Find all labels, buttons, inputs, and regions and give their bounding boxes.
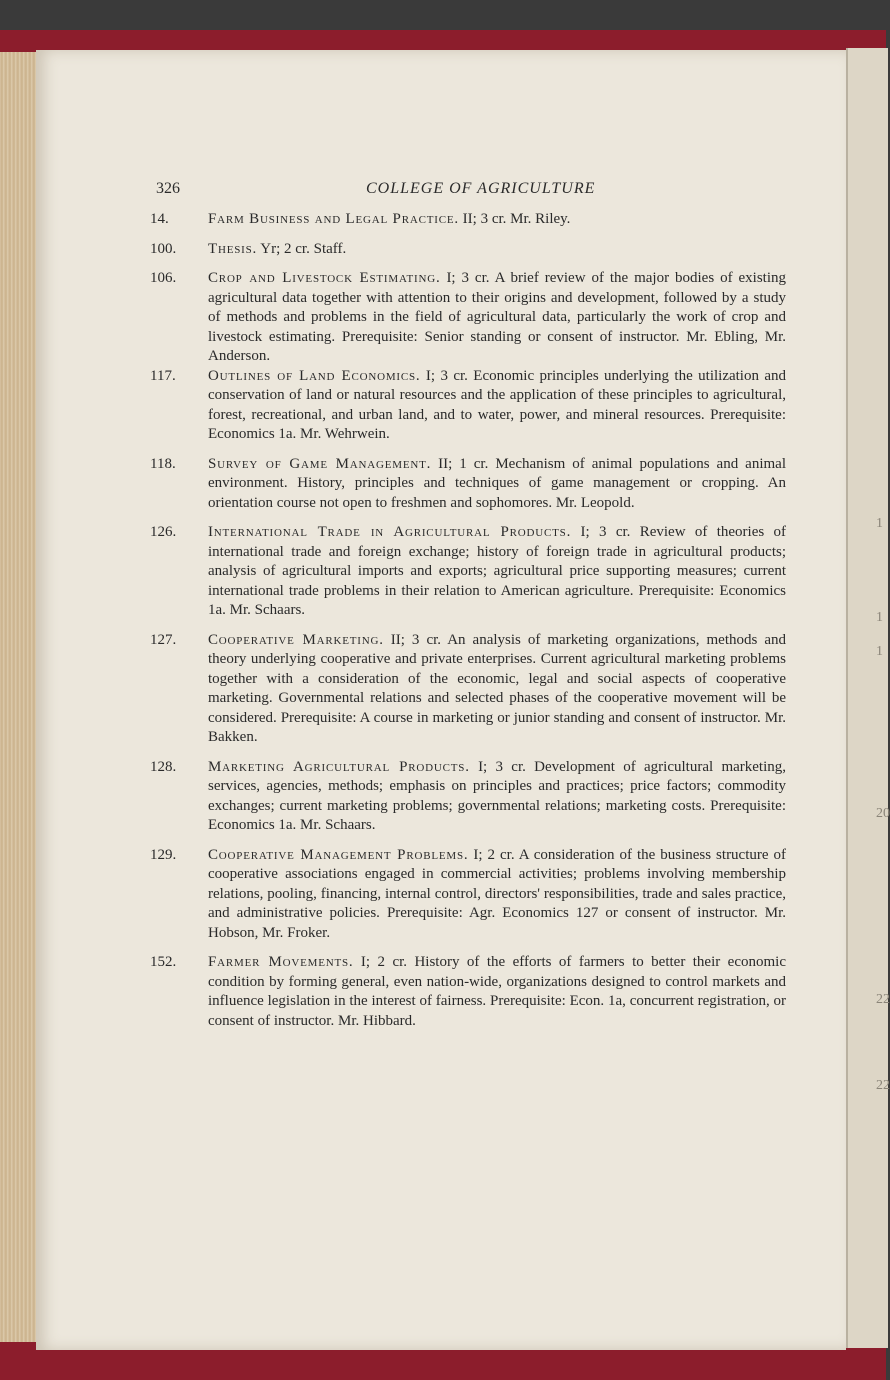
- course-number: 14.: [150, 211, 169, 227]
- course-description: I; 3 cr. Review of theories of international trade and foreign exchange; history of foreign trade in agricultural products; analysis of agricultural imports and exports; agricultural price supporting measures; current international trade problems in their relation to American agriculture. Prerequisite: Economics 1a. Mr. Schaars.: [208, 524, 787, 618]
- margin-mark: 1: [876, 516, 883, 531]
- facing-page-edge: [846, 48, 888, 1348]
- page-header: [156, 180, 636, 204]
- course-entry: [146, 631, 786, 748]
- course-title: Crop and Livestock Estimating.: [208, 270, 441, 286]
- course-number: 117.: [150, 367, 176, 384]
- margin-mark: 1: [876, 610, 883, 625]
- course-entry: [146, 846, 786, 944]
- course-description: I; 3 cr. A brief review of the major bodies of existing agricultural data together with attention to their origins and development, followed by a study of methods and problems in the field of agricultural data, particularly the work of crop and livestock estimating. Prerequisite: Senior standing or consent of instructor. Mr. Ebling, Mr. Anderson.: [208, 270, 786, 364]
- course-entry: [146, 210, 786, 230]
- running-title: COLLEGE OF AGRICULTURE: [366, 180, 596, 197]
- course-title: Outlines of Land Economics.: [208, 367, 421, 384]
- page-edge: [0, 52, 36, 1342]
- course-description: I; 2 cr. A consideration of the business structure of cooperative associations engaged in commercial activities; problems involving membership relations, pooling, financing, internal control, directors' responsibilities, trade and sales practice, and administrative policies. Prerequisite: Agr. Economics 127 or consent of instructor. Mr. Hobson, Mr. Froker.: [208, 846, 787, 941]
- book-page: [36, 50, 846, 1350]
- course-title: Farmer Movements.: [208, 954, 354, 970]
- course-number: 118.: [150, 455, 176, 472]
- margin-mark: 1: [876, 644, 883, 659]
- course-number: 152.: [150, 954, 177, 970]
- course-number: 100.: [150, 240, 177, 257]
- course-entry: [146, 758, 786, 836]
- course-entry: [146, 455, 786, 514]
- course-title: International Trade in Agricultural Products.: [208, 524, 572, 540]
- course-list: [146, 210, 786, 1031]
- course-entry: [146, 240, 786, 260]
- course-description: II; 1 cr. Mechanism of animal populations and animal environment. History, principles and techniques of game management or cropping. An orientation course not open to freshmen and sophomores. Mr. Leopold.: [208, 455, 786, 511]
- margin-mark: 22: [876, 992, 890, 1007]
- course-number: 128.: [150, 758, 177, 775]
- course-description: I; 3 cr. Economic principles underlying the utilization and conservation of land or natural resources and the application of these principles to agricultural, forest, recreational, and urban land, and to water, power, and mineral resources. Prerequisite: Economics 1a. Mr. Wehrwein.: [208, 367, 787, 442]
- course-entry: [146, 953, 786, 1031]
- course-description: II; 3 cr. Mr. Riley.: [462, 211, 571, 227]
- course-number: 129.: [150, 846, 177, 863]
- course-title: Marketing Agricultural Products.: [208, 758, 470, 775]
- margin-mark: 20: [876, 806, 890, 821]
- course-title: Survey of Game Management.: [208, 455, 432, 472]
- page-number: 326: [156, 180, 180, 197]
- course-description: I; 2 cr. History of the efforts of farmers to better their economic condition by forming general, even nation-wide, organizations designed to control markets and influence legislation in the interest of fairness. Prerequisite: Econ. 1a, concurrent registration, or consent of instructor. Mr. Hibbard.: [208, 954, 786, 1029]
- course-entry: [146, 523, 786, 621]
- course-title: Thesis.: [208, 240, 258, 257]
- course-description: II; 3 cr. An analysis of marketing organizations, methods and theory underlying cooperative and private enterprises. Current agricultural marketing problems together with a consideration of the economic, legal and social aspects of cooperative marketing. Governmental relations and selected phases of the cooperative movement will be considered. Prerequisite: A course in marketing or junior standing and consent of instructor. Mr. Bakken.: [208, 631, 786, 745]
- course-entry: [146, 269, 786, 367]
- course-description: Yr; 2 cr. Staff.: [260, 240, 347, 257]
- course-title: Cooperative Management Problems.: [208, 846, 469, 863]
- course-number: 127.: [150, 631, 177, 648]
- course-number: 126.: [150, 524, 177, 540]
- course-title: Farm Business and Legal Practice.: [208, 211, 459, 227]
- course-number: 106.: [150, 270, 177, 286]
- course-description: I; 3 cr. Development of agricultural marketing, services, agencies, methods; emphasis on principles and practices; price factors; commodity exchanges; current marketing problems; governmental relations; marketing costs. Prerequisite: Economics 1a. Mr. Schaars.: [208, 758, 787, 833]
- margin-mark: 22: [876, 1078, 890, 1093]
- course-entry: [146, 367, 786, 445]
- course-title: Cooperative Marketing.: [208, 631, 384, 648]
